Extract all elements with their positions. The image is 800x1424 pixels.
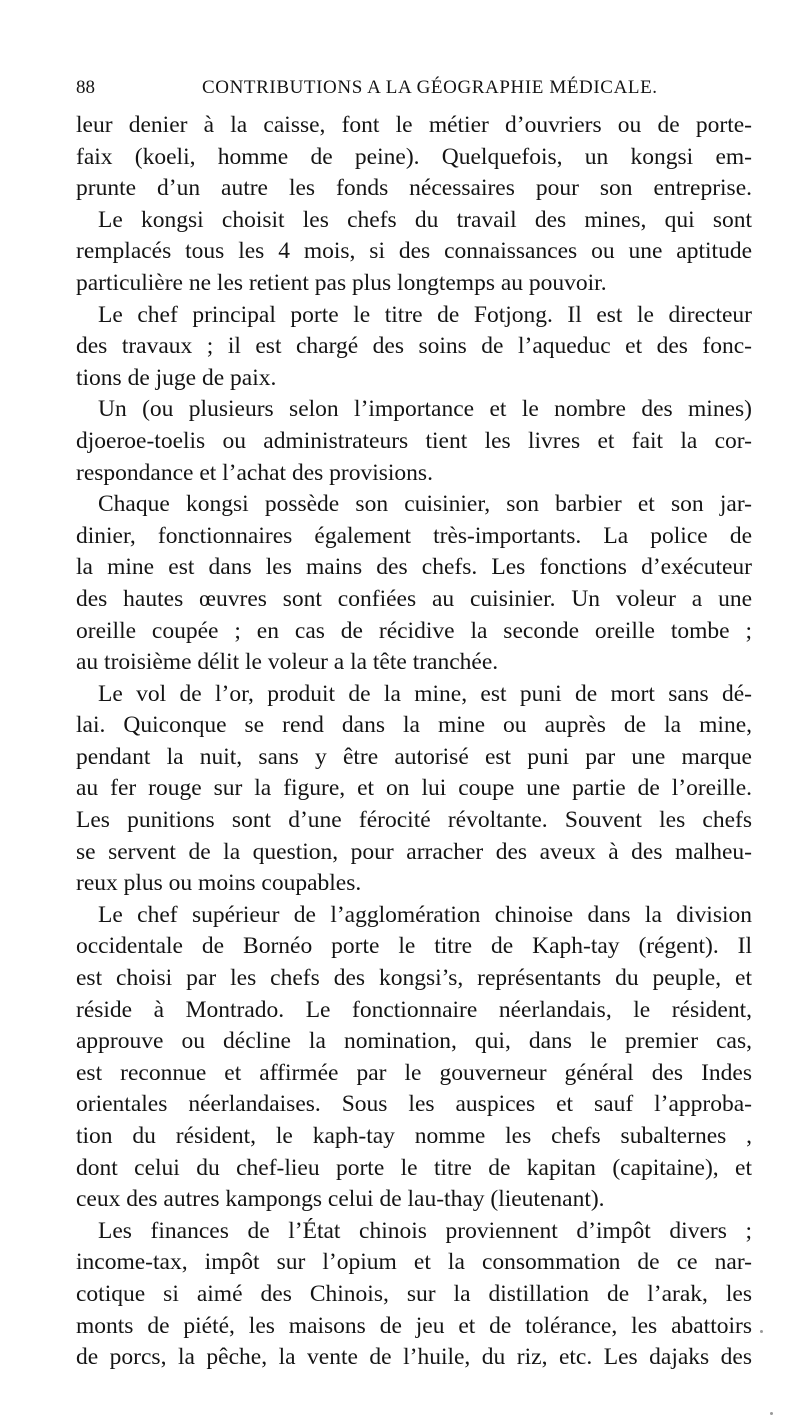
text-line: au troisième délit le voleur a la tête tranchée. — [76, 649, 499, 676]
text-line: oreille coupée ; en cas de récidive la seconde oreille tombe ; — [76, 617, 752, 644]
text-line: cotique si aimé des Chinois, sur la distillation de l’arak, les — [76, 1280, 752, 1307]
text-line: pendant la nuit, sans y être autorisé est puni par une marque — [76, 743, 752, 770]
text-line: djoeroe-toelis ou administrateurs tient les livres et fait la cor- — [76, 427, 752, 454]
text-line: tions de juge de paix. — [76, 364, 277, 391]
text-line: Chaque kongsi possède son cuisinier, son barbier et son jar- — [98, 491, 752, 518]
text-line: la mine est dans les mains des chefs. Les fonctions d’exécuteur — [76, 554, 752, 581]
text-line: reux plus ou moins coupables. — [76, 870, 362, 897]
text-line: particulière ne les retient pas plus longtemps au pouvoir. — [76, 269, 607, 296]
text-line: occidentale de Bornéo porte le titre de Kaph-tay (régent). Il — [76, 933, 752, 960]
text-line: Le chef principal porte le titre de Fotjong. Il est le directeur — [98, 301, 752, 328]
text-line: tion du résident, le kaph-tay nomme les chefs subalternes , — [76, 1123, 752, 1149]
text-line: orientales néerlandaises. Sous les auspices et sauf l’approba- — [76, 1091, 752, 1118]
text-line: se servent de la question, pour arracher des aveux à des malheu- — [76, 838, 752, 865]
text-line: Le kongsi choisit les chefs du travail des mines, qui sont — [98, 206, 752, 233]
text-line: approuve ou décline la nomination, qui, dans le premier cas, — [76, 1028, 752, 1055]
text-line: respondance et l’achat des provisions. — [76, 459, 433, 486]
text-line: Les punitions sont d’une férocité révoltante. Souvent les chefs — [76, 807, 752, 834]
text-line: est reconnue et affirmée par le gouverneur général des Indes — [76, 1059, 752, 1086]
text-line: dinier, fonctionnaires également très-importants. La police de — [76, 522, 752, 549]
text-line: réside à Montrado. Le fonctionnaire néerlandais, le résident, — [76, 996, 752, 1023]
text-line: Le vol de l’or, produit de la mine, est puni de mort sans dé- — [98, 680, 752, 707]
text-line: dont celui du chef-lieu porte le titre de kapitan (capitaine), et — [76, 1154, 752, 1181]
text-line: leur denier à la caisse, font le métier d’ouvriers ou de porte- — [76, 112, 752, 138]
text-line: des hautes œuvres sont confiées au cuisinier. Un voleur a une — [76, 585, 752, 612]
paper-speck — [760, 1330, 763, 1333]
text-line: au fer rouge sur la figure, et on lui coupe une partie de l’oreille. — [76, 775, 752, 802]
running-head — [76, 74, 752, 102]
text-line: Un (ou plusieurs selon l’importance et le nombre des mines) — [98, 396, 752, 423]
text-line: remplacés tous les 4 mois, si des connaissances ou une aptitude — [76, 238, 752, 265]
paper-speck — [770, 1412, 773, 1415]
text-line: lai. Quiconque se rend dans la mine ou auprès de la mine, — [76, 712, 752, 739]
text-line: de porcs, la pêche, la vente de l’huile, du riz, etc. Les dajaks des — [76, 1344, 752, 1371]
body-text — [76, 110, 752, 1374]
text-line: income-tax, impôt sur l’opium et la consommation de ce nar- — [76, 1249, 752, 1276]
text-line: est choisi par les chefs des kongsi’s, représentants du peuple, et — [76, 965, 752, 992]
text-line: prunte d’un autre les fonds nécessaires pour son entreprise. — [76, 175, 752, 202]
running-title: CONTRIBUTIONS A LA GÉOGRAPHIE MÉDICALE. — [202, 77, 658, 98]
page-number: 88 — [76, 77, 95, 98]
text-line: Les finances de l’État chinois proviennent d’impôt divers ; — [98, 1217, 752, 1244]
text-line: monts de piété, les maisons de jeu et de tolérance, les abattoirs — [76, 1312, 752, 1339]
text-line: Le chef supérieur de l’agglomération chinoise dans la division — [98, 901, 752, 928]
text-line: ceux des autres kampongs celui de lau-thay (lieutenant). — [76, 1186, 605, 1213]
text-line: des travaux ; il est chargé des soins de l’aqueduc et des fonc- — [76, 333, 752, 360]
text-line: faix (koeli, homme de peine). Quelquefois, un kongsi em- — [76, 143, 752, 170]
